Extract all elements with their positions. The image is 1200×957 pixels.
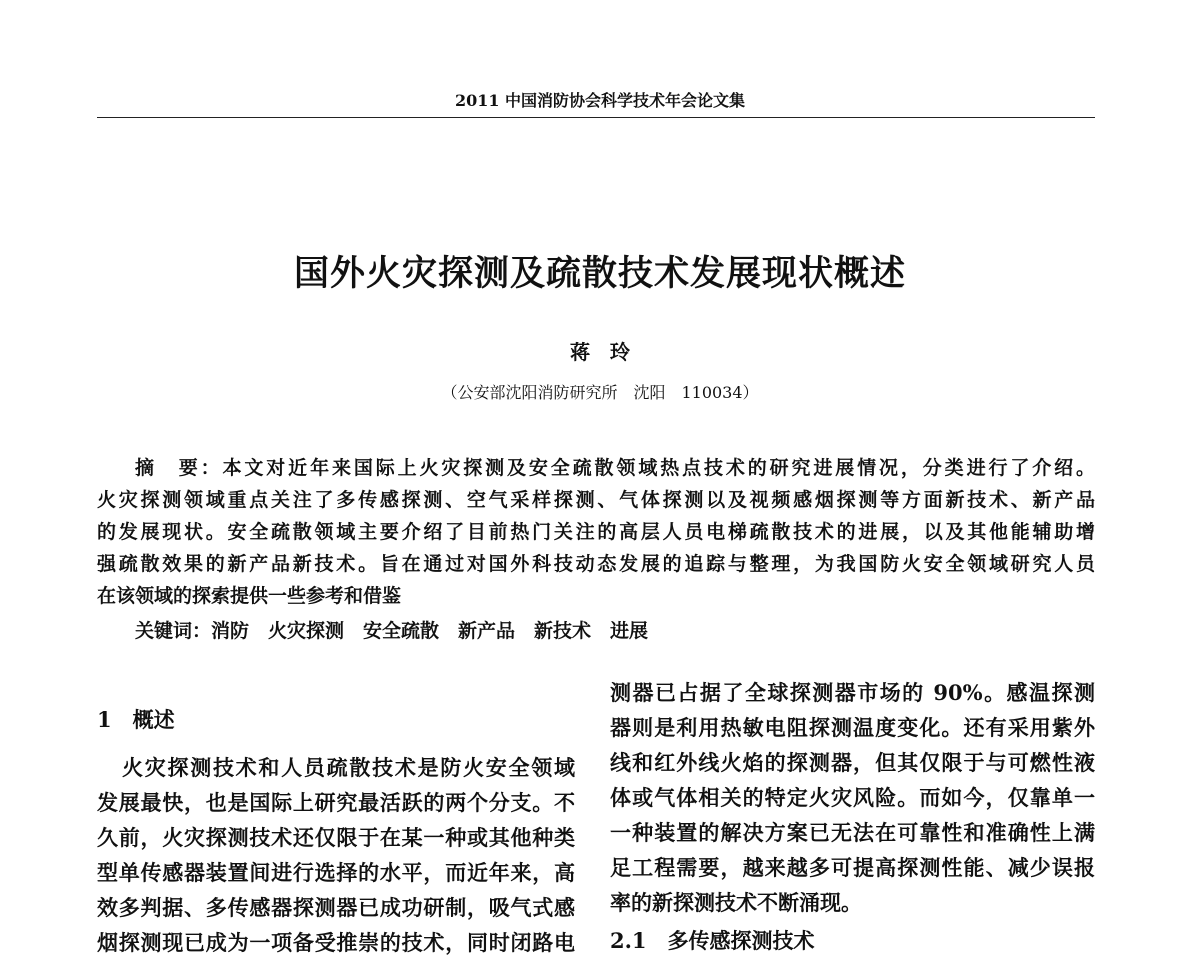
header-rule bbox=[97, 117, 1095, 118]
abstract-line: 强疏散效果的新产品新技术。旨在通过对国外科技动态发展的追踪与整理，为我国防火安全领域研究人员 bbox=[97, 553, 1095, 575]
abstract-line: 的发展现状。安全疏散领域主要介绍了目前热门关注的高层人员电梯疏散技术的进展，以及其他能辅助增 bbox=[97, 521, 1095, 543]
affiliation: （公安部沈阳消防研究所 沈阳 110034） bbox=[441, 383, 759, 402]
paper-title: 国外火灾探测及疏散技术发展现状概述 bbox=[293, 253, 906, 294]
section-heading: 1 概述 bbox=[97, 707, 175, 732]
abstract-line: 火灾探测领域重点关注了多传感探测、空气采样探测、气体探测以及视频感烟探测等方面新技术、新产品 bbox=[97, 489, 1095, 511]
section-heading: 2.1 多传感探测技术 bbox=[610, 928, 815, 953]
body-line: 率的新探测技术不断涌现。 bbox=[610, 890, 862, 915]
body-line: 足工程需要，越来越多可提高探测性能、减少误报 bbox=[610, 855, 1095, 880]
running-header: 2011 中国消防协会科学技术年会论文集 bbox=[454, 91, 746, 110]
body-line: 发展最快，也是国际上研究最活跃的两个分支。不 bbox=[97, 790, 575, 815]
body-line: 体或气体相关的特定火灾风险。而如今，仅靠单一 bbox=[610, 785, 1095, 810]
body-line: 线和红外线火焰的探测器，但其仅限于与可燃性液 bbox=[610, 750, 1095, 775]
abstract-line: 摘 要：本文对近年来国际上火灾探测及安全疏散领域热点技术的研究进展情况，分类进行了介绍。 bbox=[135, 457, 1095, 479]
body-line: 器则是利用热敏电阻探测温度变化。还有采用紫外 bbox=[610, 715, 1095, 740]
body-line: 烟探测现已成为一项备受推崇的技术，同时闭路电 bbox=[97, 930, 575, 955]
body-line: 效多判据、多传感器探测器已成功研制，吸气式感 bbox=[97, 895, 575, 920]
body-line: 型单传感器装置间进行选择的水平，而近年来，高 bbox=[97, 860, 575, 885]
abstract-line: 在该领域的探索提供一些参考和借鉴 bbox=[97, 585, 402, 607]
body-line: 一种装置的解决方案已无法在可靠性和准确性上满 bbox=[610, 820, 1095, 845]
keywords: 关键词：消防 火灾探测 安全疏散 新产品 新技术 进展 bbox=[135, 620, 649, 642]
body-line: 测器已占据了全球探测器市场的 90%。感温探测 bbox=[610, 680, 1095, 705]
body-line: 久前，火灾探测技术还仅限于在某一种或其他种类 bbox=[97, 825, 575, 850]
body-line: 火灾探测技术和人员疏散技术是防火安全领域 bbox=[122, 755, 575, 780]
author: 蒋 玲 bbox=[570, 340, 630, 364]
